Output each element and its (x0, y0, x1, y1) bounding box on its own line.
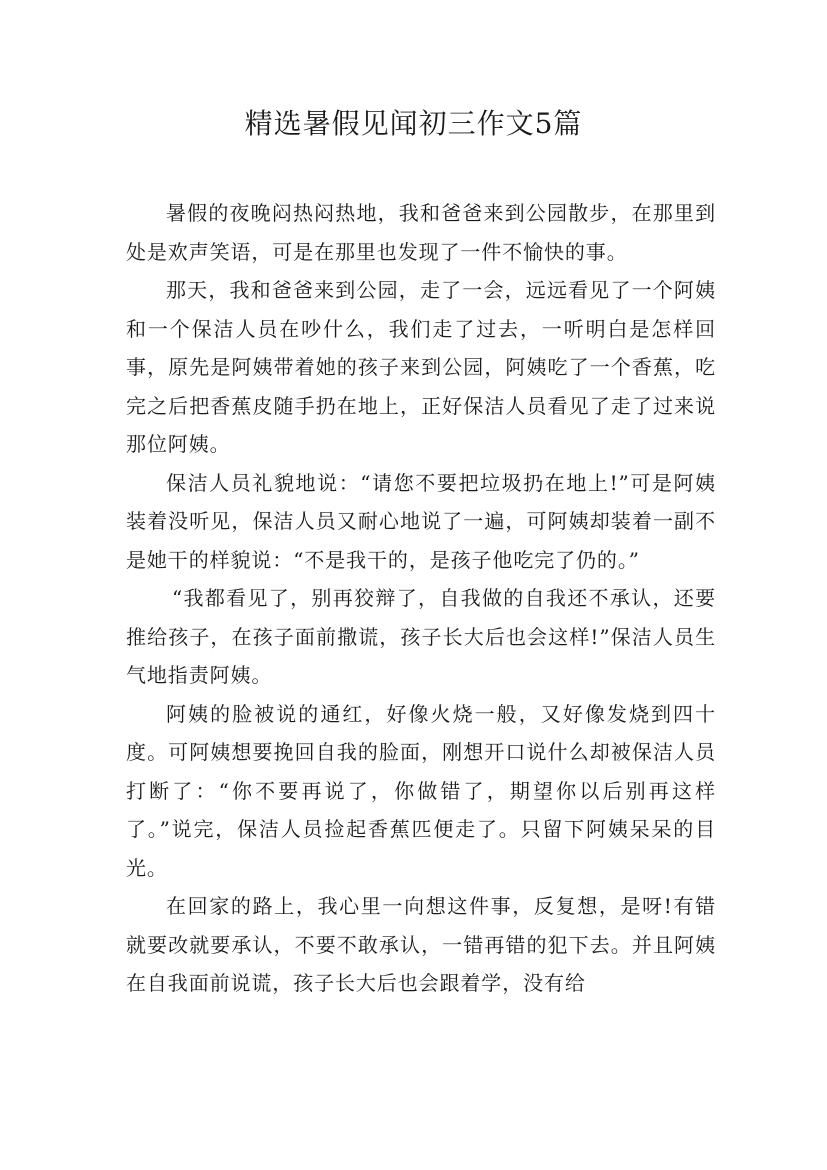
document-title: 精选暑假见闻初三作文5篇 (244, 107, 583, 140)
paragraph: 保洁人员礼貌地说：“请您不要把垃圾扔在地上!”可是阿姨装着没听见，保洁人员又耐心地说了一遍，可阿姨却装着一副不是她干的样貌说：“不是我干的，是孩子他吃完了仍的。” (126, 470, 716, 572)
paragraph: “我都看见了，别再狡辩了，自我做的自我还不承认，还要推给孩子，在孩子面前撒谎，孩子长大后也会这样!”保洁人员生气地指责阿姨。 (126, 586, 716, 687)
paragraph: 那天，我和爸爸来到公园，走了一会，远远看见了一个阿姨和一个保洁人员在吵什么，我们走了过去，一听明白是怎样回事，原先是阿姨带着她的孩子来到公园，阿姨吃了一个香蕉，吃完之后把香蕉皮随手扔在地上，正好保洁人员看见了走了过来说那位阿姨。 (126, 278, 716, 456)
paragraph: 阿姨的脸被说的通红，好像火烧一般，又好像发烧到四十度。可阿姨想要挽回自我的脸面，刚想开口说什么却被保洁人员打断了：“你不要再说了，你做错了，期望你以后别再这样了。”说完，保洁人员捡起香蕉匹便走了。只留下阿姨呆呆的目光。 (126, 701, 716, 880)
paragraph: 在回家的路上，我心里一向想这件事，反复想，是呀!有错就要改就要承认，不要不敢承认，一错再错的犯下去。并且阿姨在自我面前说谎，孩子长大后也会跟着学，没有给 (126, 894, 716, 995)
document-body (126, 194, 716, 1003)
paragraph: 暑假的夜晚闷热闷热地，我和爸爸来到公园散步，在那里到处是欢声笑语，可是在那里也发现了一件不愉快的事。 (126, 201, 716, 264)
